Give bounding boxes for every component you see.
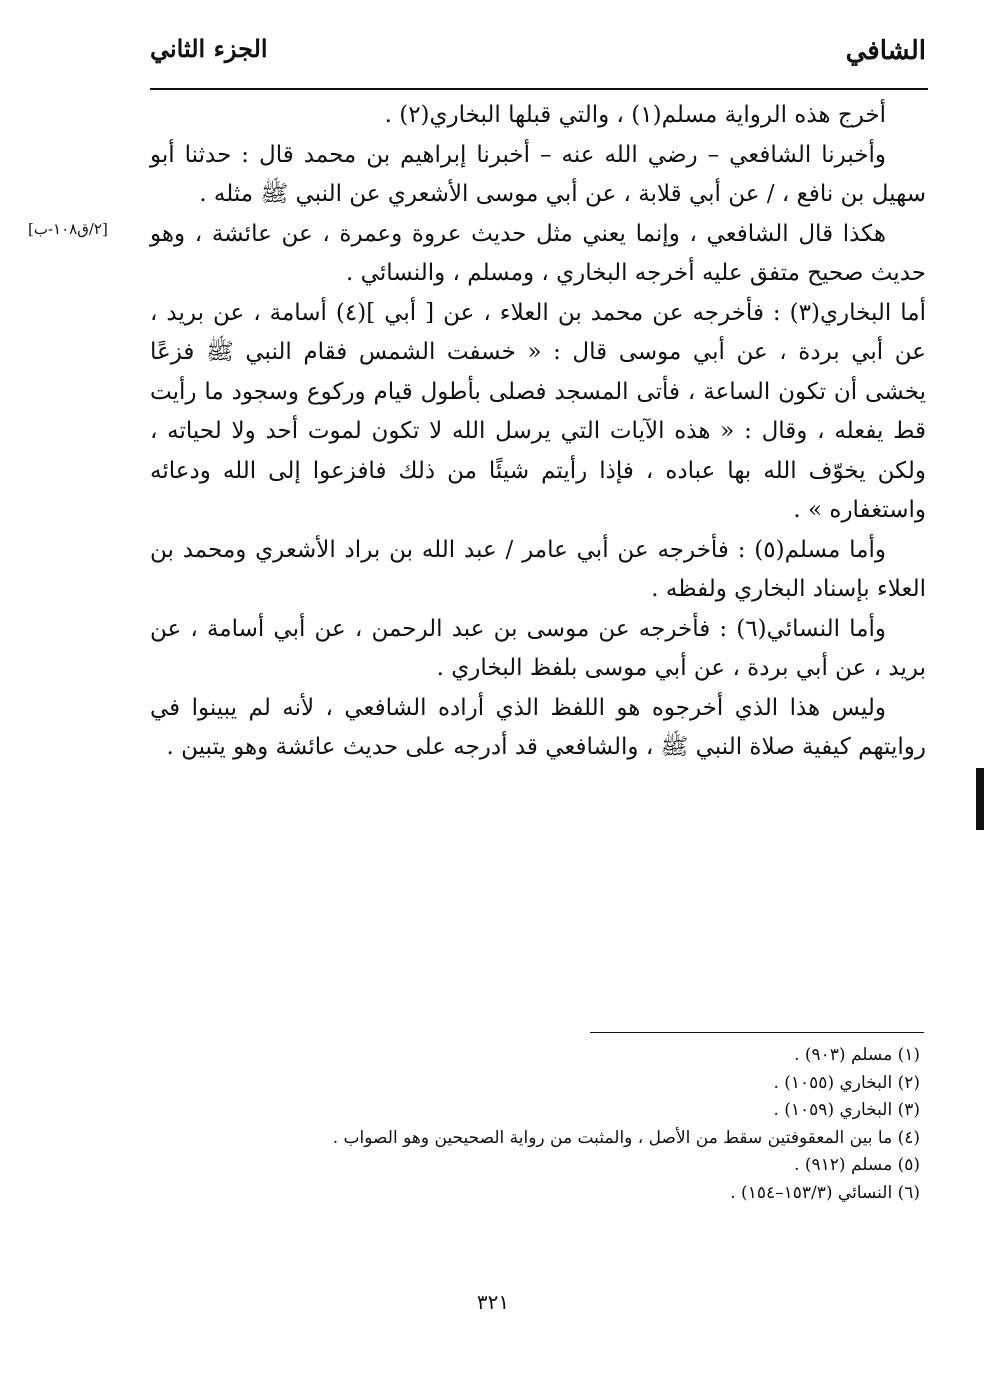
footnotes xyxy=(220,1042,920,1208)
paragraph: أما البخاري(٣) : فأخرجه عن محمد بن العلاء ، عن [ أبي ](٤) أسامة ، عن بريد ، عن أبي بردة ، عن أبي موسى قال : « خسفت الشمس فقام النبي ﷺ فزعًا يخشى أن تكون الساعة ، فأتى المسجد فصلى بأطول قيام وركوع وسجود ما رأيت قط يفعله ، وقال : « هذه الآيات التي يرسل الله لا تكون لموت أحد ولا لحياته ، ولكن يخوّف الله بها عباده ، فإذا رأيتم شيئًا من ذلك فافزعوا إلى الله ودعائه واستغفاره » . xyxy=(150,299,927,523)
manuscript-margin-note: [٢/ق١٠٨-ب] xyxy=(28,220,108,238)
paragraph: وليس هذا الذي أخرجوه هو اللفظ الذي أراده الشافعي ، لأنه لم يبينوا في روايتهم كيفية صلاة النبي ﷺ ، والشافعي قد أدرجه على حديث عائشة وهو يتبين . xyxy=(150,694,926,760)
paragraph: وأخبرنا الشافعي – رضي الله عنه – أخبرنا إبراهيم بن محمد قال : حدثنا أبو سهيل بن نافع ، / عن أبي قلابة ، عن أبي موسى الأشعري عن النبي ﷺ مثله . xyxy=(150,141,926,207)
footnote: (٤) ما بين المعقوفتين سقط من الأصل ، والمثبت من رواية الصحيحين وهو الصواب . xyxy=(332,1127,920,1148)
paragraph: وأما مسلم(٥) : فأخرجه عن أبي عامر / عبد الله بن براد الأشعري ومحمد بن العلاء بإسناد البخاري ولفظه . xyxy=(150,536,926,602)
footnote: (٢) البخاري (١٠٥٥) . xyxy=(773,1072,920,1093)
paragraph: أخرج هذه الرواية مسلم(١) ، والتي قبلها البخاري(٢) . xyxy=(384,102,886,128)
footnote: (٦) النسائي (١٥٣/٣–١٥٤) . xyxy=(730,1182,920,1203)
main-text xyxy=(150,96,926,768)
footnote: (٣) البخاري (١٠٥٩) . xyxy=(773,1100,920,1121)
footnote: (١) مسلم (٩٠٣) . xyxy=(794,1045,920,1065)
footnote: (٥) مسلم (٩١٢) . xyxy=(794,1155,920,1176)
header-rule xyxy=(150,88,928,90)
running-header-volume: الجزء الثاني xyxy=(150,34,268,63)
page-number: ٣٢١ xyxy=(476,1290,510,1314)
paragraph: هكذا قال الشافعي ، وإنما يعني مثل حديث عروة وعمرة ، عن عائشة ، وهو حديث صحيح متفق عليه أخرجه البخاري ، ومسلم ، والنسائي . xyxy=(150,220,926,286)
footnote-rule xyxy=(590,1032,924,1033)
paragraph: وأما النسائي(٦) : فأخرجه عن موسى بن عبد الرحمن ، عن أبي أسامة ، عن بريد ، عن أبي بردة ، عن أبي موسى بلفظ البخاري . xyxy=(150,615,926,681)
margin-bar xyxy=(976,768,984,830)
running-header-book-title: الشافي xyxy=(845,36,926,66)
